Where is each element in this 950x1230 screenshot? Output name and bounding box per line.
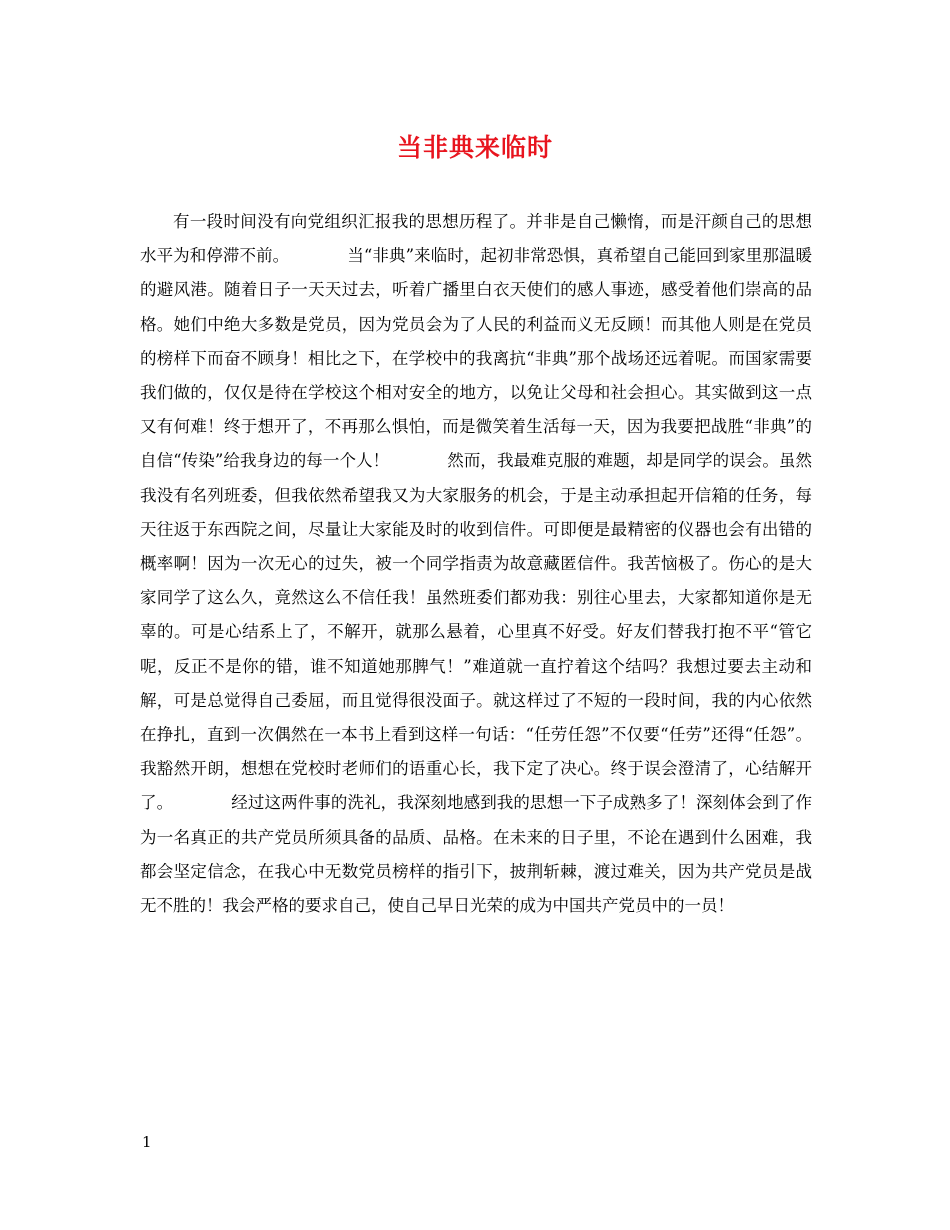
text-segment-1: 有一段时间没有向党组织汇报我的思想历程了。并非是自己懒惰，而是汗颜自己的思想水平为和停滞不前。 [140, 212, 812, 266]
page-number: 1 [142, 1133, 152, 1151]
text-segment-3: 然而，我最难克服的难题，却是同学的误会。虽然我没有名列班委，但我依然希望我又为大家服务的机会，于是主动承担起开信箱的任务，每天往返于东西院之间，尽量让大家能及时的收到信件。可即便是最精密的仪器也会有出错的概率啊！因为一次无心的过失，被一个同学指责为故意藏匿信件。我苦恼极了。伤心的是大家同学了这么久，竟然这么不信任我！虽然班委们都劝我：别往心里去，大家都知道你是无辜的。可是心结系上了，不解开，就那么悬着，心里真不好受。好友们替我打抱不平“管它呢，反正不是你的错，谁不知道她那脾气！”难道就一直拧着这个结吗？我想过要去主动和解，可是总觉得自己委屈，而且觉得很没面子。就这样过了不短的一段时间，我的内心依然在挣扎，直到一次偶然在一本书上看到这样一句话：“任劳任怨”不仅要“任劳”还得“任怨”。我豁然开朗，想想在党校时老师们的语重心长，我下定了决心。终于误会澄清了，心结解开了。 [140, 451, 812, 813]
document-body [140, 205, 812, 923]
document-title: 当非典来临时 [396, 133, 553, 162]
text-segment-2: 当“非典”来临时，起初非常恐惧，真希望自己能回到家里那温暖的避风港。随着日子一天天过去，听着广播里白衣天使们的感人事迹，感受着他们崇高的品格。她们中绝大多数是党员，因为党员会为了人民的利益而义无反顾！而其他人则是在党员的榜样下而奋不顾身！相比之下，在学校中的我离抗“非典”那个战场还远着呢。而国家需要我们做的，仅仅是待在学校这个相对安全的地方，以免让父母和社会担心。其实做到这一点又有何难！终于想开了，不再那么惧怕，而是微笑着生活每一天，因为我要把战胜“非典”的自信“传染”给我身边的每一个人！ [140, 246, 813, 471]
text-segment-4: 经过这两件事的洗礼，我深刻地感到我的思想一下子成熟多了！深刻体会到了作为一名真正的共产党员所须具备的品质、品格。在未来的日子里，不论在遇到什么困难，我都会坚定信念，在我心中无数党员榜样的指引下，披荆斩棘，渡过难关，因为共产党员是战无不胜的！我会严格的要求自己，使自己早日光荣的成为中国共产党员中的一员！ [140, 793, 813, 916]
body-paragraph [140, 205, 812, 923]
